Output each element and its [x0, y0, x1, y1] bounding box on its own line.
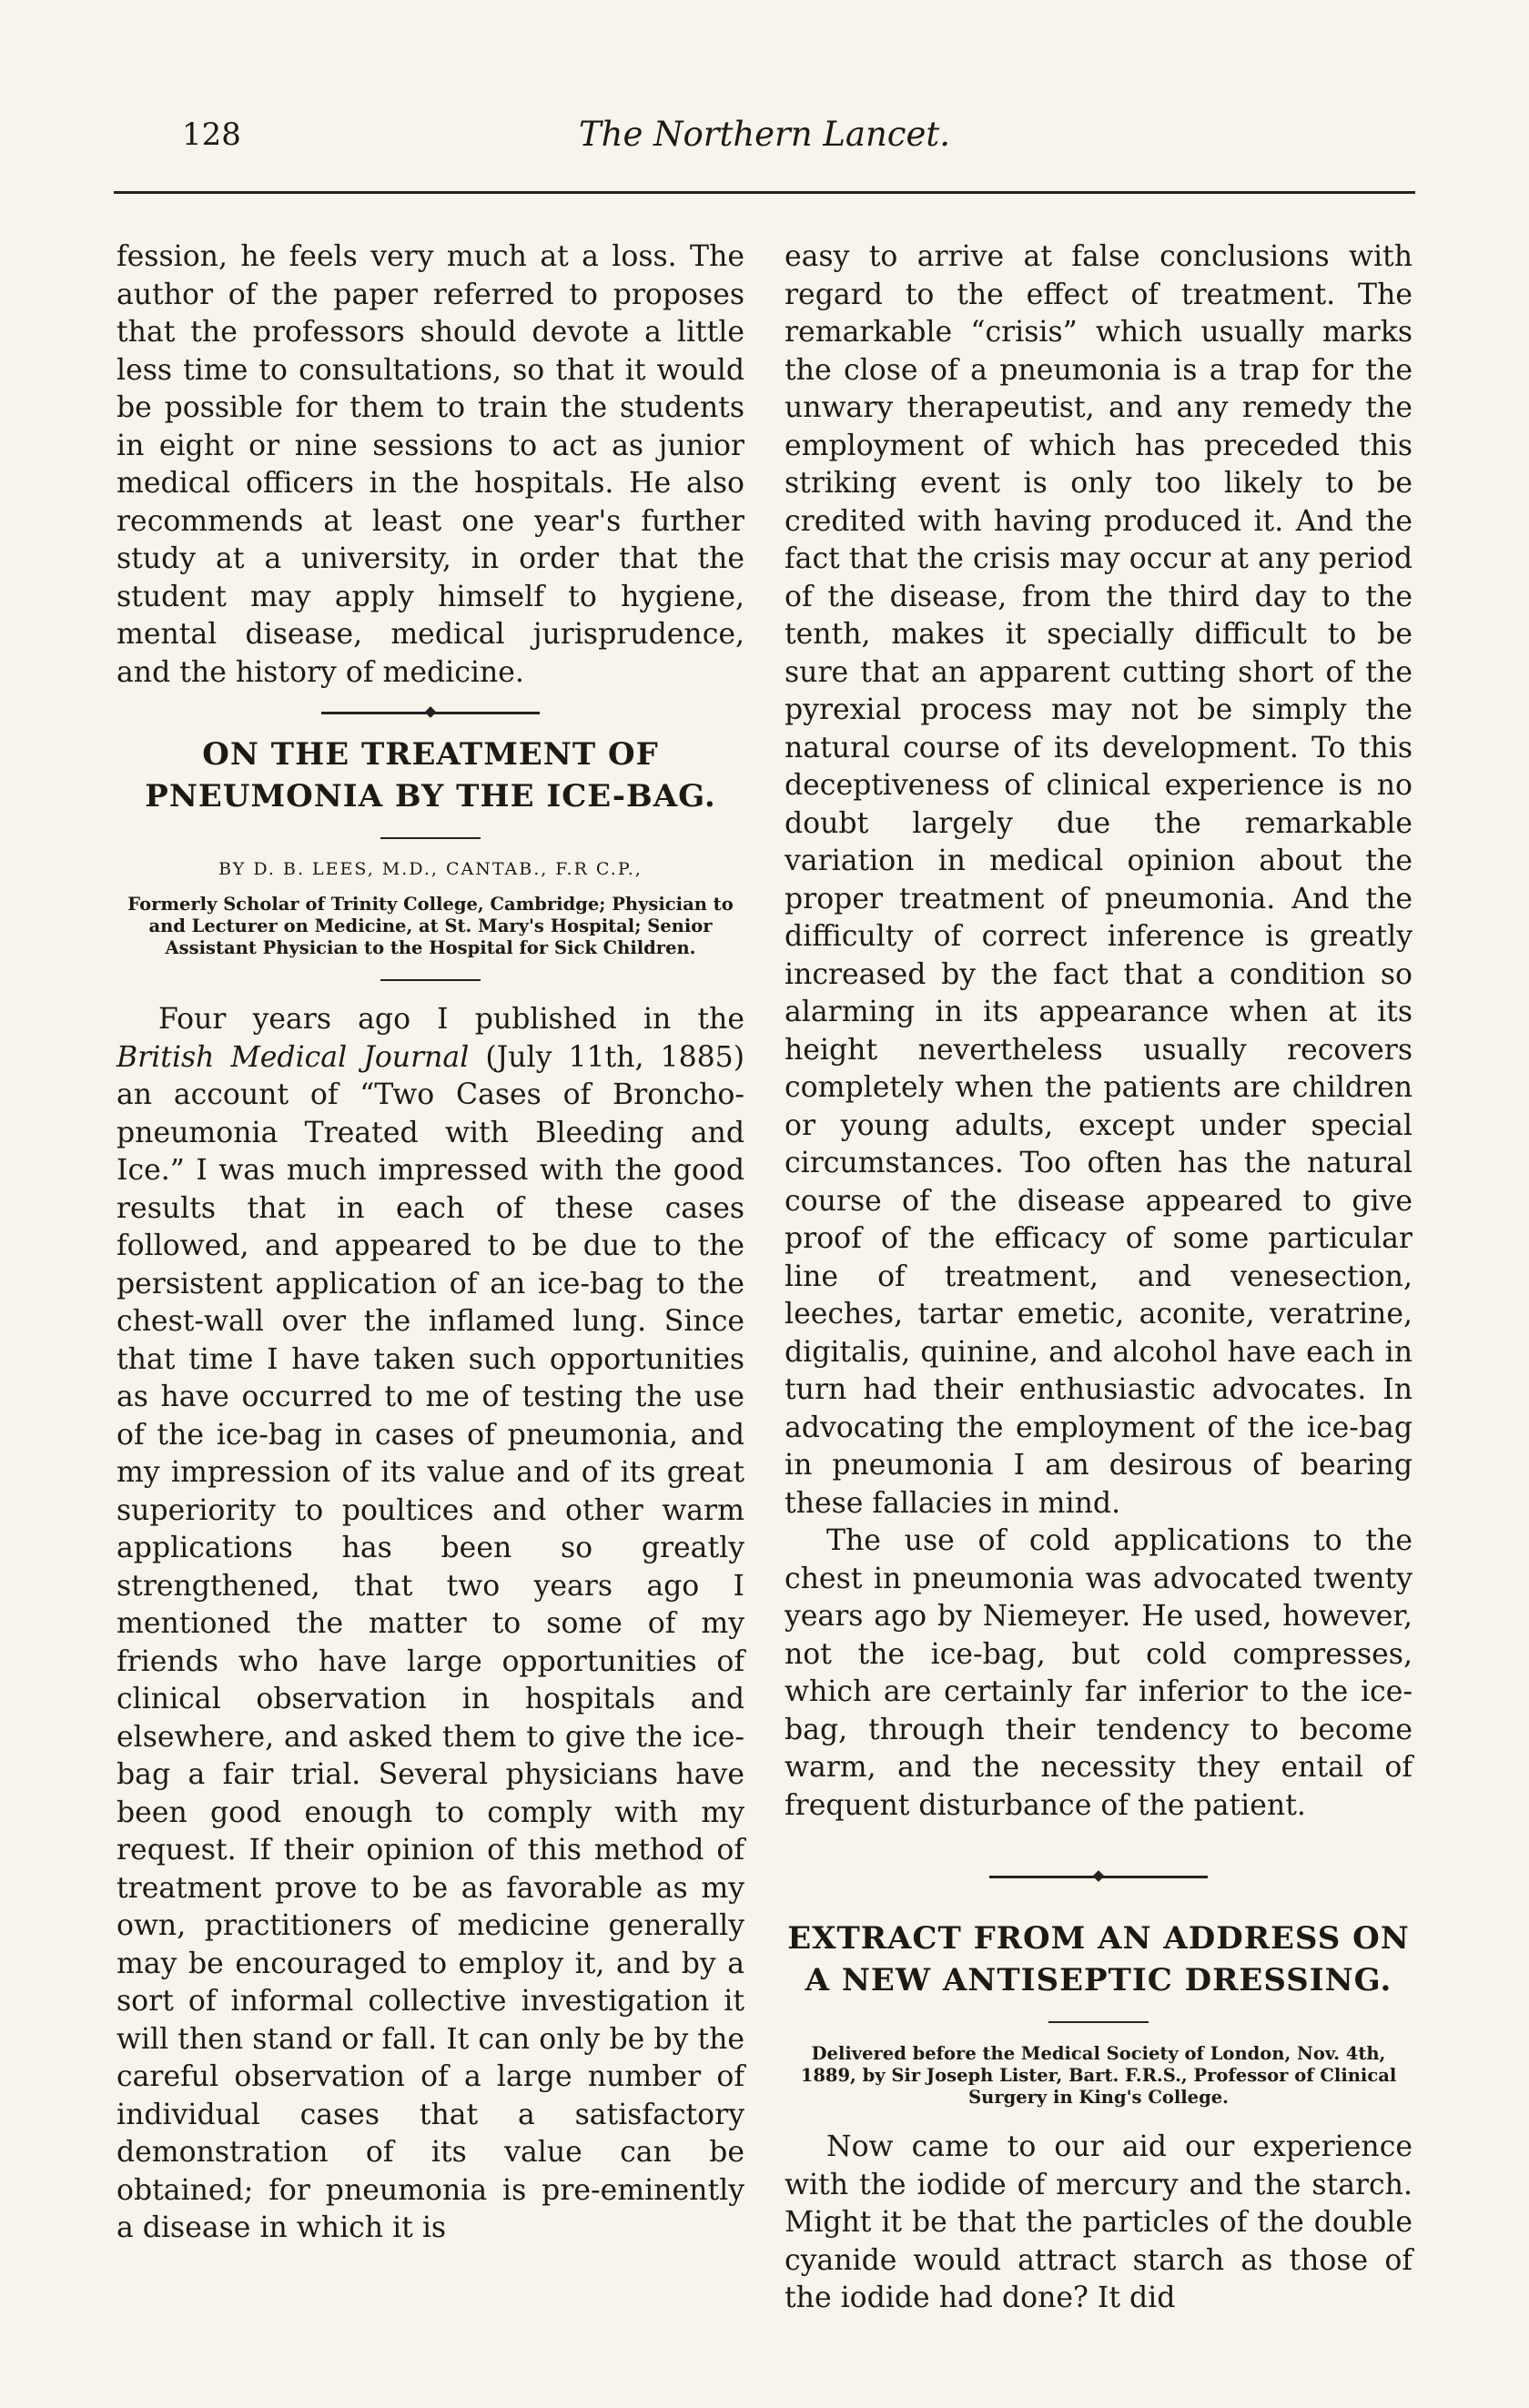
- page-number: 128: [182, 116, 241, 153]
- article-title: ON THE TREATMENT OF PNEUMONIA BY THE ICE-BAG.: [145, 736, 716, 814]
- intro-paragraph: fession, he feels very much at a loss. The author of the paper referred to proposes that the professors should devote a little less time to consultations, so that it would be possible for them to train the students in eight or nine sessions to act as junior medical officers in the hospitals. He also recommends at least one year's further study at a university, in order that the student may apply himself to hygiene, mental disease, medical jurisprudence, and the history of medicine.: [116, 240, 744, 689]
- page-header: [0, 107, 1529, 180]
- para-1-rest: (July 11th, 1885) an account of “Two Cases of Broncho-pneumonia Treated with Bleeding and Ice.” I was much impressed with the good results that in each of these cases followed, and appeared to be due to the persistent application of an ice-bag to the chest-wall over the inflamed lung. Since that time I have taken such opportunities as have occurred to me of testing the use of the ice-bag in cases of pneumonia, and my impression of its value and of its great superiority to poultices and other warm applications has been so greatly strengthened, that two years ago I mentioned the matter to some of my friends who have large opportunities of clinical observation in hospitals and elsewhere, and asked them to give the ice-bag a fair trial. Several physicians have been good enough to comply with my request. If their opinion of this method of treatment prove to be as favorable as my own, practitioners of medicine generally may be encouraged to employ it, and by a sort of informal collective investigation it will then stand or fall. It can only be by the careful observation of a large number of individual cases that a satisfactory demonstration of its value can be obtained; for pneumonia is pre-eminently a disease in which it is: [116, 1040, 745, 2244]
- extract-delivery-note: Delivered before the Medical Society of London, Nov. 4th, 1889, by Sir Joseph Lister, Bart. F.R.S., Professor of Clinical Surgery in King's College.: [800, 2043, 1397, 2108]
- left-column: [116, 238, 744, 2248]
- section-divider-ornament: [989, 1872, 1208, 1881]
- journal-name: British Medical Journal: [116, 1040, 470, 1074]
- title-rule: [380, 837, 481, 839]
- author-affiliation: Formerly Scholar of Trinity College, Cambridge; Physician to and Lecturer on Medicine, at St. Mary's Hospital; Senior Assistant Physician to the Hospital for Sick Children.: [127, 894, 734, 958]
- byline-rule: [380, 979, 481, 981]
- article-byline: BY D. B. LEES, M.D., CANTAB., F.R C.P.,: [218, 859, 643, 879]
- cold-applications-paragraph: The use of cold applications to the chest in pneumonia was advocated twenty years ago by Niemeyer. He used, however, not the ice-bag, but cold compresses, which are certainly far inferior to the ice-bag, through their tendency to become warm, and the necessity they entail of frequent disturbance of the patient.: [785, 1524, 1413, 1822]
- para-1-start: Four years ago I published in the: [158, 1003, 744, 1036]
- header-rule: [114, 191, 1415, 194]
- section-divider-ornament: [321, 708, 540, 717]
- continued-paragraph: easy to arrive at false conclusions with regard to the effect of treatment. The remarkable “crisis” which usually marks the close of a pneumonia is a trap for the unwary therapeutist, and any remedy the employment of which has preceded this striking event is only too likely to be credited with having produced it. And the fact that the crisis may occur at any period of the disease, from the third day to the tenth, makes it specially difficult to be sure that an apparent cutting short of the pyrexial process may not be simply the natural course of its development. To this deceptiveness of clinical experience is no doubt largely due the remarkable variation in medical opinion about the proper treatment of pneumonia. And the difficulty of correct inference is greatly increased by the fact that a condition so alarming in its appearance when at its height nevertheless usually recovers completely when the patients are children or young adults, except under special circumstances. Too often has the natural course of the disease appeared to give proof of the efficacy of some particular line of treatment, and venesection, leeches, tartar emetic, aconite, veratrine, digitalis, quinine, and alcohol have each in turn had their enthusiastic advocates. In advocating the employment of the ice-bag in pneumonia I am desirous of bearing these fallacies in mind.: [785, 240, 1413, 1520]
- right-column: [785, 238, 1413, 2318]
- extract-title: EXTRACT FROM AN ADDRESS ON A NEW ANTISEPTIC DRESSING.: [787, 1920, 1410, 1998]
- extract-paragraph: Now came to our aid our experience with the iodide of mercury and the starch. Might it be that the particles of the double cyanide would attract starch as those of the iodide had done? It did: [785, 2130, 1413, 2314]
- running-title: The Northern Lancet.: [578, 115, 951, 154]
- extract-title-rule: [1048, 2021, 1149, 2023]
- article-paragraph-1: [116, 1001, 744, 2248]
